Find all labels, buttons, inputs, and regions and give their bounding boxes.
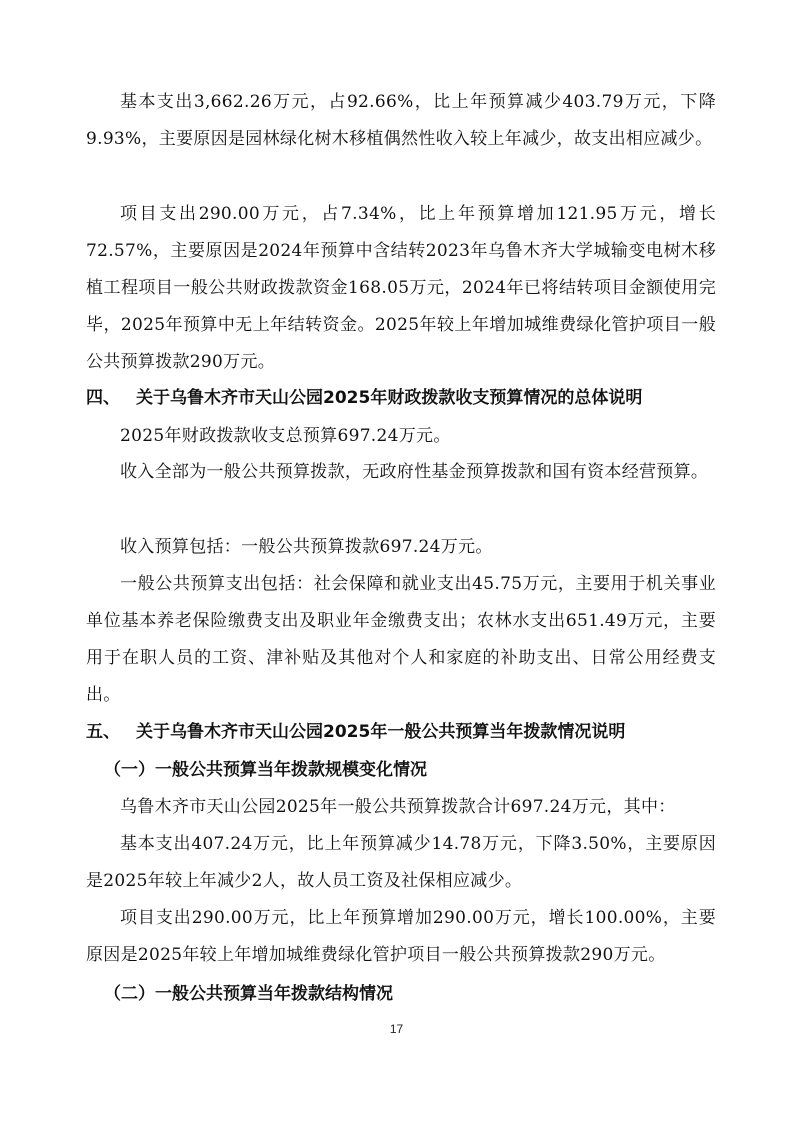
- paragraph-basic-expenditure: 基本支出3,662.26万元，占92.66%，比上年预算减少403.79万元，下降9.93%，主要原因是园林绿化树木移植偶然性收入较上年减少，故支出相应减少。: [86, 92, 716, 149]
- paragraph-expenditure-breakdown: 一般公共预算支出包括：社会保障和就业支出45.75万元，主要用于机关事业单位基本养老保险缴费支出及职业年金缴费支出；农林水支出651.49万元，主要用于在职人员的工资、津补贴及其他对个人和家庭的补助支出、日常公用经费支出。: [86, 574, 716, 705]
- subsection-heading-1: （一）一般公共预算当年拨款规模变化情况: [104, 760, 427, 780]
- section-title-5: 关于乌鲁木齐市天山公园2025年一般公共预算当年拨款情况说明: [136, 722, 626, 742]
- section-heading-5: [86, 714, 726, 751]
- section-number-5: 五、: [86, 722, 120, 742]
- paragraph-project-appropriation: 项目支出290.00万元，比上年预算增加290.00万元，增长100.00%，主要原因是2025年较上年增加城维费绿化管护项目一般公共预算拨款290万元。: [86, 908, 716, 965]
- section-number-4: 四、: [86, 388, 120, 408]
- page-number: 17: [389, 1022, 404, 1036]
- paragraph-income-sources: 收入全部为一般公共预算拨款，无政府性基金预算拨款和国有资本经营预算。: [120, 462, 709, 482]
- paragraph-income-budget: 收入预算包括：一般公共预算拨款697.24万元。: [120, 537, 493, 557]
- section-heading-4: [86, 380, 726, 417]
- subsection-heading-2: （二）一般公共预算当年拨款结构情况: [104, 984, 393, 1004]
- section-title-4: 关于乌鲁木齐市天山公园2025年财政拨款收支预算情况的总体说明: [136, 388, 643, 408]
- paragraph-basic-appropriation: 基本支出407.24万元，比上年预算减少14.78万元，下降3.50%，主要原因是2025年较上年减少2人，故人员工资及社保相应减少。: [86, 834, 716, 891]
- paragraph-appropriation-total: 乌鲁木齐市天山公园2025年一般公共预算拨款合计697.24万元，其中：: [120, 797, 676, 817]
- paragraph-total-budget: 2025年财政拨款收支总预算697.24万元。: [120, 426, 451, 446]
- paragraph-project-expenditure: 项目支出290.00万元，占7.34%，比上年预算增加121.95万元，增长72.57%，主要原因是2024年预算中含结转2023年乌鲁木齐大学城输变电树木移植工程项目一般公共财政拨款资金168.05万元，2024年已将结转项目金额使用完毕，2025年预算中无上年结转资金。2025年较上年增加城维费绿化管护项目一般公共预算拨款290万元。: [86, 204, 716, 372]
